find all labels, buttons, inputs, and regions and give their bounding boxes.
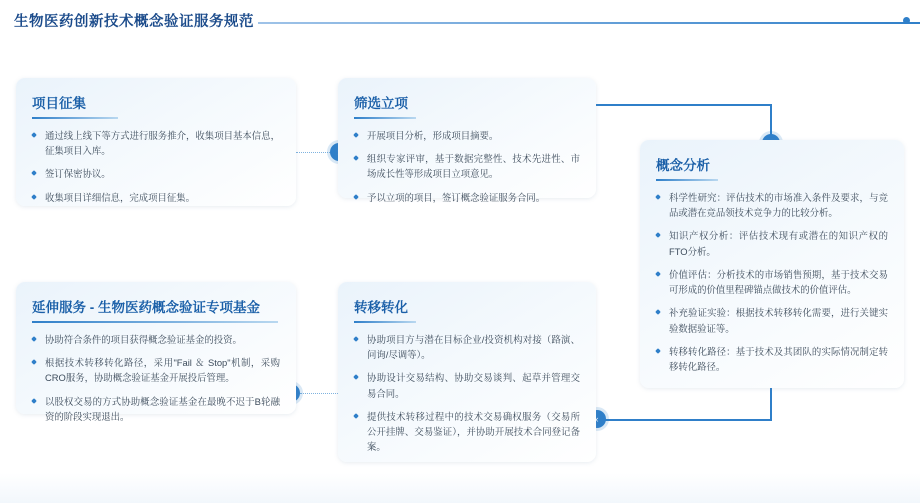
card-project-collection[interactable] <box>16 78 296 206</box>
list-item: 价值评估：分析技术的市场销售预期，基于技术交易可形成的价值里程碑锚点做技术的价值评估。 <box>656 267 888 297</box>
connector-line-screening-analysis-h <box>596 104 772 106</box>
title-underline <box>656 179 718 181</box>
card-title-concept-analysis: 概念分析 <box>656 158 710 173</box>
list-item: 以股权交易的方式协助概念验证基金在最晚不迟于B轮融资的阶段实现退出。 <box>32 394 280 424</box>
list-item: 补充验证实验：根据技术转移转化需要，进行关键实验数据验证等。 <box>656 305 888 335</box>
header-divider <box>258 22 920 24</box>
header-end-dot <box>903 17 910 24</box>
list-item: 协助设计交易结构、协助交易谈判、起草并管理交易合同。 <box>354 370 580 400</box>
card-screening-approval[interactable] <box>338 78 596 203</box>
card-technology-transfer[interactable] <box>338 282 596 462</box>
bullet-list-technology-transfer <box>354 332 580 455</box>
title-underline <box>354 321 416 323</box>
connector-line-analysis-transfer-h <box>604 419 772 421</box>
card-title-extended-service-fund: 延伸服务 - 生物医药概念验证专项基金 <box>32 300 260 315</box>
card-title-project-collection: 项目征集 <box>32 96 86 111</box>
list-item: 收集项目详细信息，完成项目征集。 <box>32 190 280 205</box>
card-extended-service-fund[interactable] <box>16 282 296 422</box>
list-item: 知识产权分析：评估技术现有或潜在的知识产权的FTO分析。 <box>656 228 888 258</box>
connector-line-analysis-transfer-v <box>770 388 772 420</box>
bullet-list-screening-approval <box>354 128 580 205</box>
card-concept-analysis[interactable] <box>640 140 904 388</box>
connector-line-transfer-extension <box>300 393 338 394</box>
list-item: 签订保密协议。 <box>32 166 280 181</box>
bullet-list-project-collection <box>32 128 280 205</box>
list-item: 通过线上线下等方式进行服务推介，收集项目基本信息，征集项目入库。 <box>32 128 280 158</box>
connector-analysis-to-transfer[interactable]: ‹ <box>588 410 606 428</box>
page-title: 生物医药创新技术概念验证服务规范 <box>14 14 254 30</box>
list-item: 协助符合条件的项目获得概念验证基金的投资。 <box>32 332 280 347</box>
connector-line-collection-screening <box>296 152 334 153</box>
bullet-list-concept-analysis <box>656 190 888 374</box>
bullet-list-extended-service-fund <box>32 332 280 424</box>
title-underline <box>354 117 416 119</box>
list-item: 根据技术转移转化路径，采用"Fail ＆ Stop"机制，采购CRO服务，协助概念验证基金开展投后管理。 <box>32 355 280 385</box>
list-item: 提供技术转移过程中的技术交易确权服务（交易所公开挂牌、交易鉴证），并协助开展技术合同登记备案。 <box>354 409 580 455</box>
list-item: 科学性研究：评估技术的市场准入条件及要求，与竞品或潜在竞品领技术竞争力的比较分析。 <box>656 190 888 220</box>
list-item: 予以立项的项目，签订概念验证服务合同。 <box>354 190 580 205</box>
list-item: 协助项目方与潜在目标企业/投资机构对接（路演、问询/尽调等）。 <box>354 332 580 362</box>
list-item: 组织专家评审，基于数据完整性、技术先进性、市场成长性等形成项目立项意见。 <box>354 151 580 181</box>
bottom-decorative-band <box>0 473 920 503</box>
list-item: 开展项目分析，形成项目摘要。 <box>354 128 580 143</box>
list-item: 转移转化路径：基于技术及其团队的实际情况制定转移转化路径。 <box>656 344 888 374</box>
card-title-screening-approval: 筛选立项 <box>354 96 408 111</box>
card-title-technology-transfer: 转移转化 <box>354 300 408 315</box>
title-underline <box>32 321 278 323</box>
page-header <box>10 10 910 36</box>
title-underline <box>32 117 118 119</box>
